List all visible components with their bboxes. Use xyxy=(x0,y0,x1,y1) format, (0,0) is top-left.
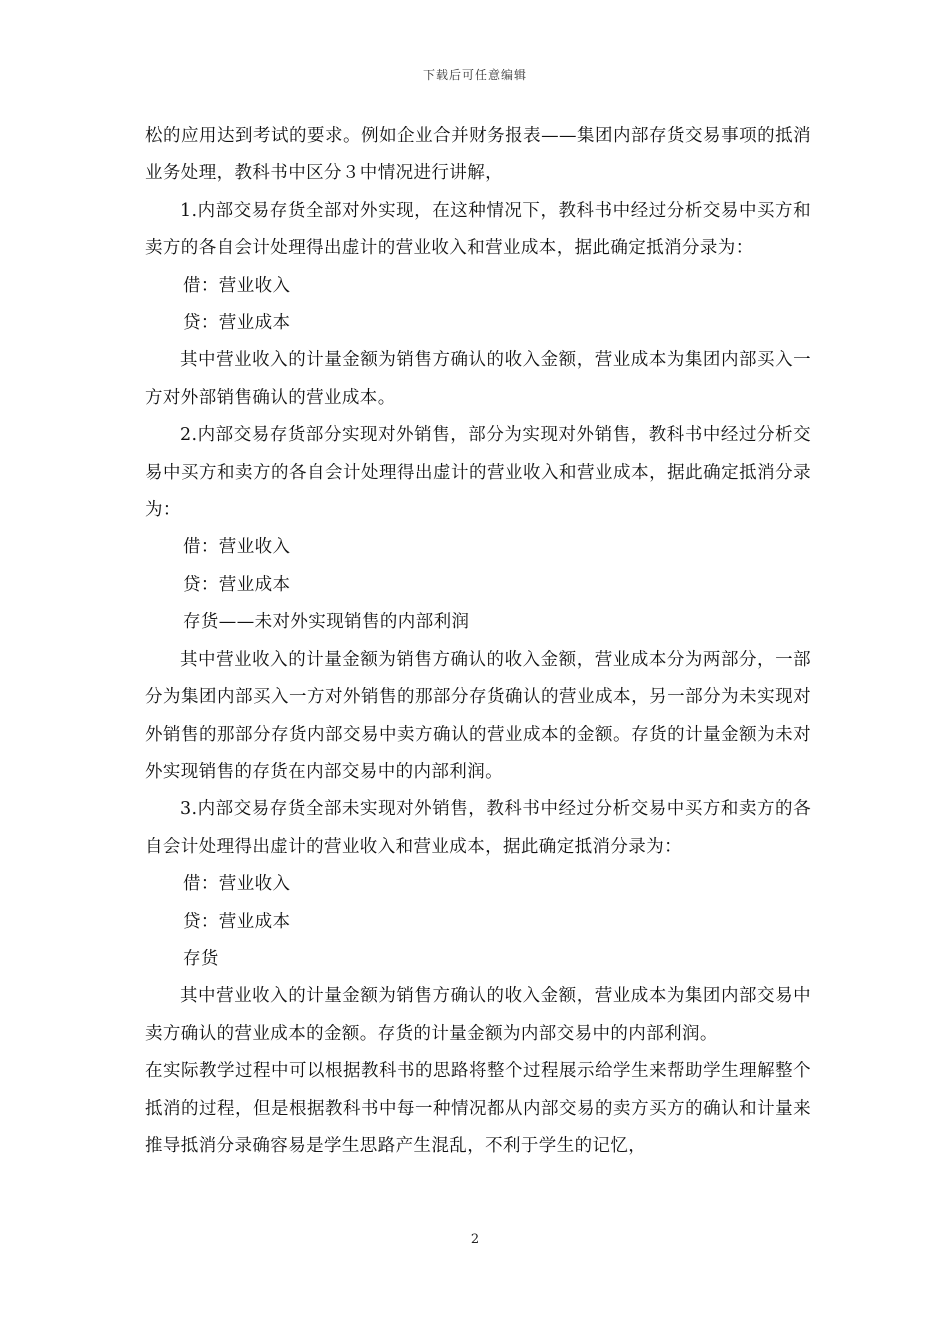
journal-entry-credit: 贷：营业成本 xyxy=(183,911,291,932)
journal-entry-debit: 借：营业收入 xyxy=(183,275,291,296)
paragraph-case-3: 3.内部交易存货全部未实现对外销售，教科书中经过分析交易中买方和卖方的各自会计处理得出虚计的营业收入和营业成本，据此确定抵消分录为： xyxy=(145,799,811,857)
paragraph-case-2: 2.内部交易存货部分实现对外销售，部分为实现对外销售，教科书中经过分析交易中买方和卖方的各自会计处理得出虚计的营业收入和营业成本，据此确定抵消分录为： xyxy=(145,425,811,521)
journal-entry-inventory: 存货——未对外实现销售的内部利润 xyxy=(183,612,470,633)
journal-entry-credit: 贷：营业成本 xyxy=(183,574,291,595)
page-number: 2 xyxy=(470,1232,480,1247)
page-header: 下载后可任意编辑 xyxy=(422,68,527,82)
paragraph-explanation-1: 其中营业收入的计量金额为销售方确认的收入金额，营业成本为集团内部买入一方对外部销售确认的营业成本。 xyxy=(145,350,811,408)
document-body xyxy=(145,118,811,1165)
journal-entry-credit: 贷：营业成本 xyxy=(183,313,291,334)
paragraph-continuation: 松的应用达到考试的要求。例如企业合并财务报表——集团内部存货交易事项的抵消业务处理，教科书中区分３中情况进行讲解， xyxy=(145,126,811,184)
paragraph-explanation-3: 其中营业收入的计量金额为销售方确认的收入金额，营业成本为集团内部交易中卖方确认的营业成本的金额。存货的计量金额为内部交易中的内部利润。 xyxy=(145,986,811,1044)
paragraph-explanation-2: 其中营业收入的计量金额为销售方确认的收入金额，营业成本分为两部分，一部分为集团内部买入一方对外销售的那部分存货确认的营业成本，另一部分为未实现对外销售的那部分存货内部交易中卖方确认的营业成本的金额。存货的计量金额为未对外实现销售的存货在内部交易中的内部利润。 xyxy=(145,649,811,782)
journal-entry-debit: 借：营业收入 xyxy=(183,874,291,895)
paragraph-case-1: 1.内部交易存货全部对外实现，在这种情况下，教科书中经过分析交易中买方和卖方的各自会计处理得出虚计的营业收入和营业成本，据此确定抵消分录为： xyxy=(145,200,811,259)
journal-entry-debit: 借：营业收入 xyxy=(183,537,291,558)
paragraph-teaching-practice: 在实际教学过程中可以根据教科书的思路将整个过程展示给学生来帮助学生理解整个抵消的过程，但是根据教科书中每一种情况都从内部交易的卖方买方的确认和计量来推导抵消分录确容易是学生思路产生混乱，不利于学生的记忆， xyxy=(145,1061,811,1156)
journal-entry-inventory: 存货 xyxy=(183,948,219,969)
